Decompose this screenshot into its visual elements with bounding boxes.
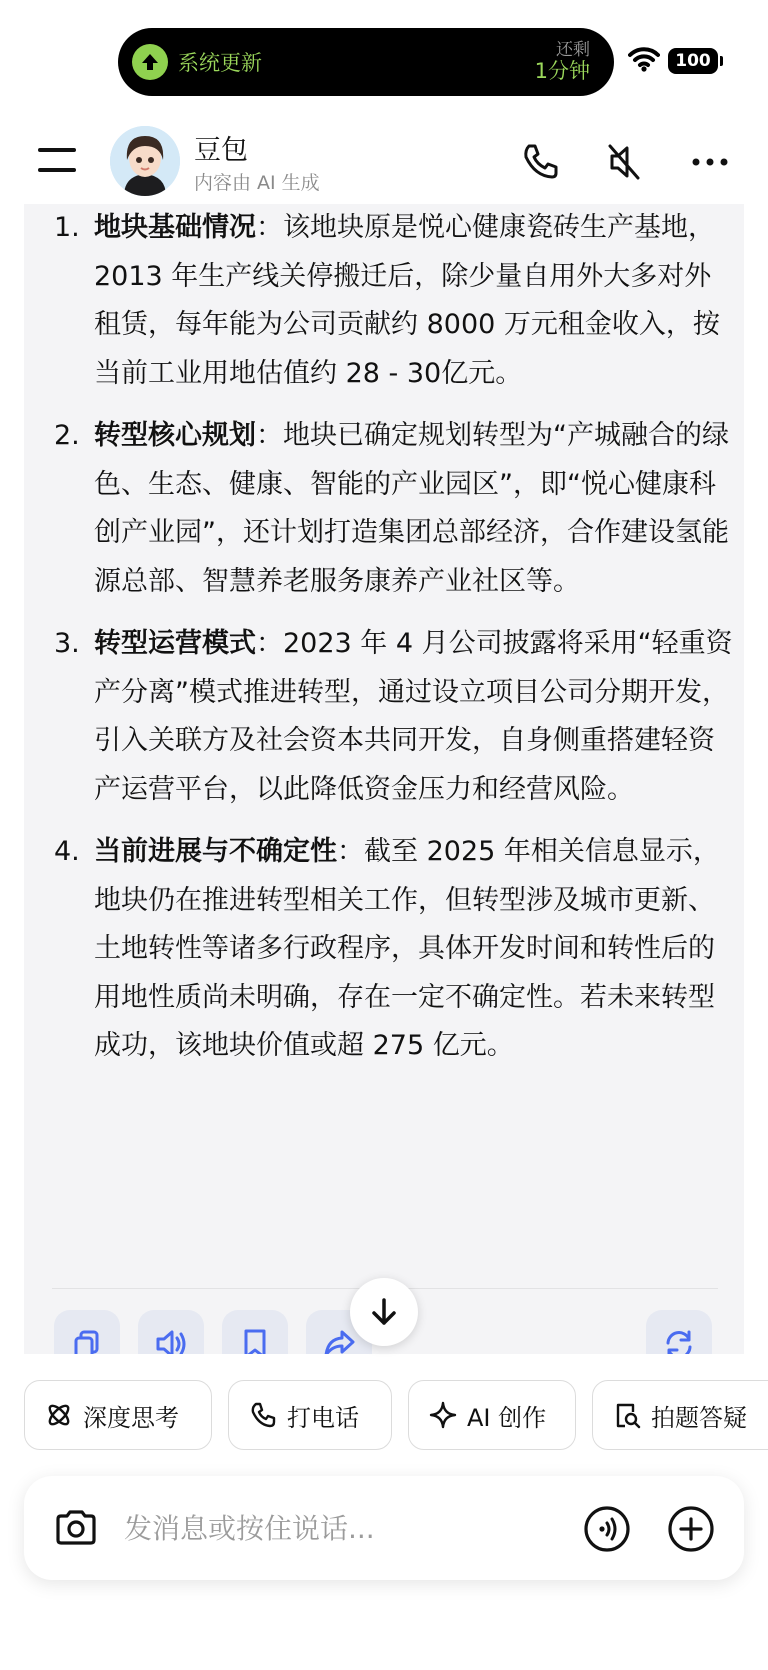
speaker-icon (154, 1328, 188, 1354)
remaining-label: 还剩 (556, 40, 590, 61)
list-item (54, 204, 734, 398)
menu-icon[interactable] (38, 146, 78, 174)
item-title: 地块基础情况 (94, 212, 256, 243)
item-text (94, 412, 734, 606)
wifi-icon (628, 45, 660, 73)
share-icon (322, 1328, 356, 1354)
item-title: 转型运营模式 (94, 628, 256, 659)
item-body: ：该地块原是悦心健康瓷砖生产基地，2013 年生产线关停搬迁后，除少量自用外大多对外租赁，每年能为公司贡献约 8000 万元租金收入，按当前工业用地估值约 28 - 30亿元。 (94, 212, 720, 389)
item-number: 4. (54, 836, 80, 867)
add-attachment-icon[interactable] (666, 1504, 716, 1554)
scroll-to-bottom-button[interactable] (350, 1278, 418, 1346)
regenerate-button[interactable] (646, 1310, 712, 1354)
bookmark-icon (241, 1328, 269, 1354)
atom-icon (45, 1401, 73, 1429)
item-body: ：截至 2025 年相关信息显示，地块仍在推进转型相关工作，但转型涉及城市更新、土地转性等诸多行政程序，具体开发时间和转性后的用地性质尚未明确，存在一定不确定性。若未来转型成功，该地块价值或超 275 亿元。 (94, 836, 720, 1061)
list-item (54, 620, 734, 814)
quick-action-deep-think[interactable] (24, 1380, 212, 1450)
quick-action-photo-question[interactable] (592, 1380, 768, 1450)
system-update-pill[interactable] (118, 28, 614, 96)
message-input[interactable] (124, 1504, 524, 1552)
item-body: ：2023 年 4 月公司披露将采用“轻重资产分离”模式推进转型，通过设立项目公司分期开发，引入关联方及社会资本共同开发，自身侧重搭建轻资产运营平台，以此降低资金压力和经营风险。 (94, 628, 733, 805)
bookmark-button[interactable] (222, 1310, 288, 1354)
assistant-message (24, 204, 744, 1354)
more-options-icon[interactable] (688, 140, 732, 184)
item-text (94, 828, 734, 1071)
speaker-mute-icon[interactable] (602, 140, 646, 184)
item-title: 当前进展与不确定性 (94, 836, 337, 867)
item-text (94, 620, 734, 814)
chat-header (0, 118, 768, 204)
copy-icon (71, 1328, 103, 1354)
battery-indicator: 100 (668, 48, 718, 74)
bot-name: 豆包 (194, 135, 248, 166)
search-doc-icon (613, 1401, 641, 1429)
chip-label: 拍题答疑 (651, 1403, 747, 1432)
message-composer (24, 1476, 744, 1580)
voice-input-icon[interactable] (582, 1504, 632, 1554)
copy-button[interactable] (54, 1310, 120, 1354)
arrow-down-icon (370, 1297, 398, 1327)
item-number: 3. (54, 628, 80, 659)
avatar[interactable] (110, 126, 180, 196)
item-title: 转型核心规划 (94, 420, 256, 451)
chip-label: 深度思考 (83, 1403, 179, 1432)
phone-call-icon[interactable] (518, 140, 562, 184)
update-arrow-icon (132, 44, 168, 80)
list-item (54, 828, 734, 1071)
item-text (94, 204, 734, 398)
chip-label: AI 创作 (467, 1403, 547, 1432)
list-item (54, 412, 734, 606)
camera-icon[interactable] (52, 1504, 100, 1552)
phone-icon (249, 1401, 277, 1429)
quick-action-call[interactable] (228, 1380, 392, 1450)
item-number: 1. (54, 212, 80, 243)
sparkle-icon (429, 1401, 457, 1429)
quick-action-ai-create[interactable] (408, 1380, 576, 1450)
item-number: 2. (54, 420, 80, 451)
ai-generated-notice: 内容由 AI 生成 (194, 172, 320, 194)
remaining-time: 1分钟 (534, 58, 590, 83)
update-remaining (535, 42, 600, 82)
chip-label: 打电话 (287, 1403, 359, 1432)
read-aloud-button[interactable] (138, 1310, 204, 1354)
refresh-icon (662, 1328, 696, 1354)
update-label: 系统更新 (178, 51, 262, 75)
item-body: ：地块已确定规划转型为“产城融合的绿色、生态、健康、智能的产业园区”，即“悦心健康科创产业园”，还计划打造集团总部经济，合作建设氢能源总部、智慧养老服务康养产业社区等。 (94, 420, 729, 597)
message-list (54, 204, 734, 1085)
